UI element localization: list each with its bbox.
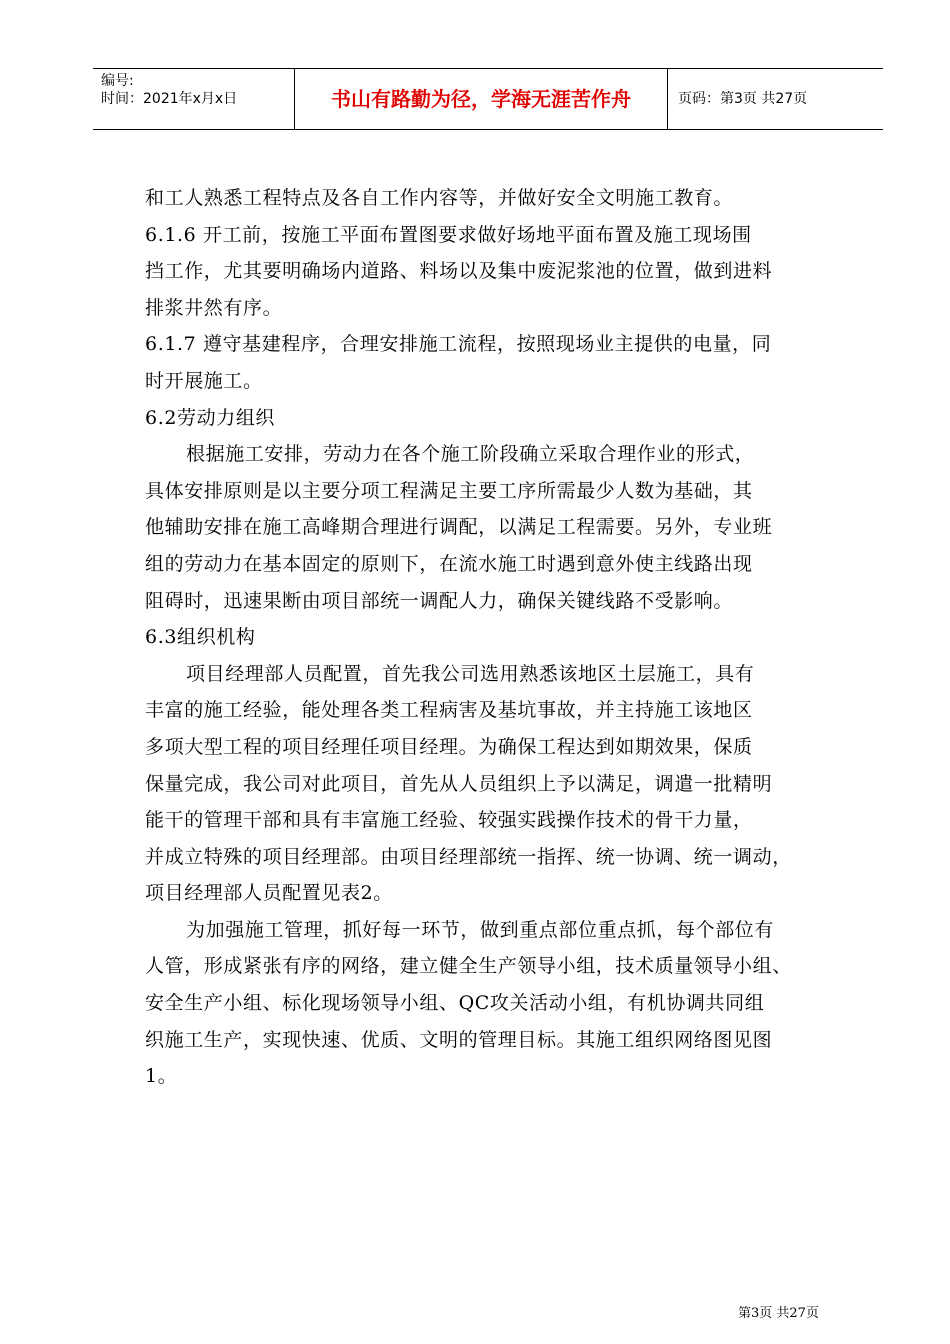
- text-line: 和工人熟悉工程特点及各自工作内容等，并做好安全文明施工教育。: [145, 187, 734, 209]
- header-motto: 书山有路勤为径，学海无涯苦作舟: [331, 87, 631, 111]
- text-line: 排浆井然有序。: [145, 296, 283, 319]
- header-page-number: 页码：第3页 共27页: [678, 91, 808, 107]
- text-line: 并成立特殊的项目经理部。由项目经理部统一指挥、统一协调、统一调动，: [145, 845, 792, 868]
- section-heading: 6.3组织机构: [145, 626, 256, 649]
- text-line: 他辅助安排在施工高峰期合理进行调配，以满足工程需要。另外，专业班: [145, 516, 773, 539]
- serial-number-label: 编号:: [101, 73, 134, 89]
- footer-page-number: 第3页 共27页: [738, 1306, 819, 1321]
- text-line: 1。: [145, 1065, 178, 1088]
- text-line: 阻碍时，迅速果断由项目部统一调配人力，确保关键线路不受影响。: [145, 589, 734, 612]
- text-line: 织施工生产，实现快速、优质、文明的管理目标。其施工组织网络图见图: [145, 1028, 773, 1051]
- text-line: 组的劳动力在基本固定的原则下，在流水施工时遇到意外使主线路出现: [145, 552, 753, 575]
- text-line: 挡工作，尤其要明确场内道路、料场以及集中废泥浆池的位置，做到进料: [145, 260, 773, 283]
- text-line: 能干的管理干部和具有丰富施工经验、较强实践操作技术的骨干力量，: [145, 809, 753, 832]
- section-heading: 6.2劳动力组织: [145, 406, 276, 429]
- document-body: [145, 180, 845, 1095]
- header-page-cell: [668, 69, 883, 129]
- text-line: 保量完成，我公司对此项目，首先从人员组织上予以满足，调遣一批精明: [145, 772, 773, 795]
- text-line: 具体安排原则是以主要分项工程满足主要工序所需最少人数为基础，其: [145, 479, 753, 502]
- text-line: 6.1.7 遵守基建程序，合理安排施工流程，按照现场业主提供的电量，同: [145, 333, 772, 356]
- text-line: 多项大型工程的项目经理任项目经理。为确保工程达到如期效果，保质: [145, 735, 753, 758]
- text-line: 安全生产小组、标化现场领导小组、QC攻关活动小组，有机协调共同组: [145, 992, 765, 1015]
- text-line: 时开展施工。: [145, 369, 263, 392]
- text-line: 为加强施工管理，抓好每一环节，做到重点部位重点抓，每个部位有: [186, 918, 775, 941]
- header-info-cell: [93, 69, 295, 129]
- header-motto-cell: [295, 69, 668, 129]
- text-line: 项目经理部人员配置见表2。: [145, 882, 393, 905]
- text-line: 6.1.6 开工前，按施工平面布置图要求做好场地平面布置及施工现场围: [145, 223, 752, 246]
- text-line: 根据施工安排，劳动力在各个施工阶段确立采取合理作业的形式，: [186, 443, 755, 466]
- text-line: 项目经理部人员配置，首先我公司选用熟悉该地区土层施工，具有: [186, 662, 755, 685]
- text-line: 丰富的施工经验，能处理各类工程病害及基坑事故，并主持施工该地区: [145, 699, 753, 722]
- page-header: [93, 68, 883, 130]
- time-label: 时间：2021年x月x日: [101, 91, 238, 107]
- text-line: 人管，形成紧张有序的网络，建立健全生产领导小组，技术质量领导小组、: [145, 955, 792, 978]
